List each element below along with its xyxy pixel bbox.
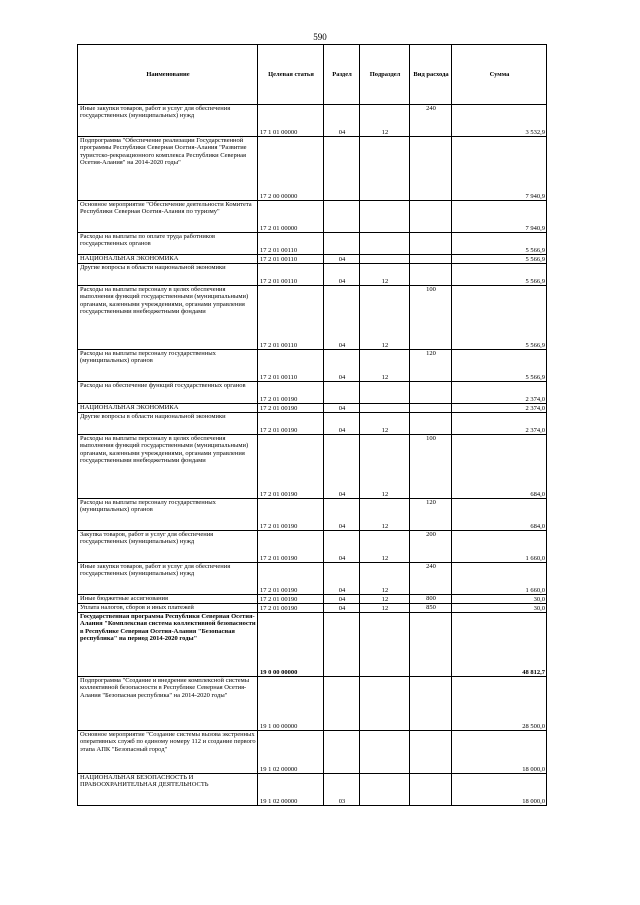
row-target: 17 2 01 00110	[258, 233, 324, 255]
row-type: 120	[410, 499, 452, 531]
header-row	[78, 45, 547, 105]
row-subsection	[360, 201, 410, 233]
row-type	[410, 404, 452, 413]
row-name: Основное мероприятие "Обеспечение деятельности Комитета Республики Северная Осетия-Алания по туризму"	[78, 201, 258, 233]
row-section: 04	[324, 255, 360, 264]
header-subsection: Подраздел	[360, 45, 410, 105]
row-type: 240	[410, 563, 452, 595]
row-subsection: 12	[360, 604, 410, 613]
row-type: 850	[410, 604, 452, 613]
row-section	[324, 731, 360, 774]
row-name: Расходы на выплаты персоналу государственных (муниципальных) органов	[78, 350, 258, 382]
row-subsection: 12	[360, 435, 410, 499]
table-row	[78, 413, 547, 435]
row-section	[324, 613, 360, 677]
table-row	[78, 613, 547, 677]
row-name: Основное мероприятие "Создание системы вызова экстренных оперативных служб по единому номеру 112 и создание первого этапа АПК "Безопасный город"	[78, 731, 258, 774]
row-section: 04	[324, 595, 360, 604]
row-subsection	[360, 677, 410, 731]
row-name: Иные закупки товаров, работ и услуг для обеспечения государственных (муниципальных) нужд	[78, 563, 258, 595]
row-sum: 5 566,9	[452, 286, 547, 350]
row-target: 17 2 01 00190	[258, 531, 324, 563]
row-subsection	[360, 613, 410, 677]
row-subsection	[360, 382, 410, 404]
row-type: 800	[410, 595, 452, 604]
row-type: 100	[410, 435, 452, 499]
row-type	[410, 731, 452, 774]
row-type	[410, 413, 452, 435]
row-type	[410, 201, 452, 233]
row-target: 17 2 00 00000	[258, 137, 324, 201]
row-subsection	[360, 404, 410, 413]
row-name: Государственная программа Республики Северная Осетия-Алания "Комплексная система коллективной безопасности в Республике Северная Осетия-Алания "Безопасная республика" на период 2014-2020 годы"	[78, 613, 258, 677]
row-subsection	[360, 255, 410, 264]
row-type: 200	[410, 531, 452, 563]
header-target: Целевая статья	[258, 45, 324, 105]
table-row	[78, 774, 547, 806]
table-row	[78, 677, 547, 731]
row-name: Расходы на выплаты персоналу в целях обеспечения выполнения функций государственными (муниципальными) органами, казенными учреждениями, органами управления государственными внебюджетными фондами	[78, 286, 258, 350]
table-row	[78, 404, 547, 413]
table-row	[78, 382, 547, 404]
row-sum: 1 660,0	[452, 531, 547, 563]
row-target: 17 2 01 00190	[258, 413, 324, 435]
row-type	[410, 264, 452, 286]
row-name: НАЦИОНАЛЬНАЯ ЭКОНОМИКА	[78, 404, 258, 413]
row-section	[324, 382, 360, 404]
row-target: 17 2 01 00110	[258, 286, 324, 350]
row-target: 19 1 02 00000	[258, 774, 324, 806]
page-number: 590	[313, 32, 327, 42]
row-subsection: 12	[360, 563, 410, 595]
row-type: 240	[410, 105, 452, 137]
row-name: Другие вопросы в области национальной экономики	[78, 264, 258, 286]
row-sum: 48 812,7	[452, 613, 547, 677]
row-type	[410, 233, 452, 255]
row-target: 17 1 01 00000	[258, 105, 324, 137]
row-sum: 2 374,0	[452, 413, 547, 435]
row-target: 19 1 00 00000	[258, 677, 324, 731]
row-name: Иные бюджетные ассигнования	[78, 595, 258, 604]
row-target: 17 2 01 00190	[258, 604, 324, 613]
row-target: 19 0 00 00000	[258, 613, 324, 677]
row-sum: 18 000,0	[452, 731, 547, 774]
row-name: НАЦИОНАЛЬНАЯ БЕЗОПАСНОСТЬ И ПРАВООХРАНИТЕЛЬНАЯ ДЕЯТЕЛЬНОСТЬ	[78, 774, 258, 806]
row-section: 04	[324, 105, 360, 137]
row-section: 04	[324, 413, 360, 435]
row-type	[410, 137, 452, 201]
row-type	[410, 382, 452, 404]
row-section: 04	[324, 435, 360, 499]
table-row	[78, 731, 547, 774]
row-name: Закупка товаров, работ и услуг для обеспечения государственных (муниципальных) нужд	[78, 531, 258, 563]
header-sum: Сумма	[452, 45, 547, 105]
table-row	[78, 233, 547, 255]
row-subsection: 12	[360, 595, 410, 604]
row-subsection: 12	[360, 499, 410, 531]
row-target: 17 2 01 00110	[258, 255, 324, 264]
row-subsection	[360, 731, 410, 774]
row-target: 17 2 01 00000	[258, 201, 324, 233]
row-sum: 3 532,9	[452, 105, 547, 137]
row-section: 04	[324, 531, 360, 563]
row-target: 19 1 02 00000	[258, 731, 324, 774]
table-row	[78, 563, 547, 595]
row-sum: 684,0	[452, 499, 547, 531]
row-target: 17 2 01 00190	[258, 404, 324, 413]
row-name: Подпрограмма "Создание и внедрение комплексной системы коллективной безопасности в Республике Северная Осетия-Алания "Безопасная республика" на 2014-2020 годы"	[78, 677, 258, 731]
row-name: Расходы на выплаты персоналу в целях обеспечения выполнения функций государственными (муниципальными) органами, казенными учреждениями, органами управления государственными внебюджетными фондами	[78, 435, 258, 499]
row-sum: 30,0	[452, 595, 547, 604]
row-target: 17 2 01 00190	[258, 435, 324, 499]
row-section: 04	[324, 499, 360, 531]
row-subsection: 12	[360, 413, 410, 435]
row-sum: 5 566,9	[452, 233, 547, 255]
row-target: 17 2 01 00190	[258, 563, 324, 595]
row-target: 17 2 01 00110	[258, 350, 324, 382]
row-sum: 18 000,0	[452, 774, 547, 806]
row-subsection	[360, 137, 410, 201]
row-section	[324, 137, 360, 201]
header-name: Наименование	[78, 45, 258, 105]
row-name: НАЦИОНАЛЬНАЯ ЭКОНОМИКА	[78, 255, 258, 264]
table-row	[78, 531, 547, 563]
row-section: 03	[324, 774, 360, 806]
row-sum: 5 566,9	[452, 350, 547, 382]
table-row	[78, 499, 547, 531]
row-subsection: 12	[360, 350, 410, 382]
row-sum: 5 566,9	[452, 255, 547, 264]
table-row	[78, 255, 547, 264]
row-subsection: 12	[360, 531, 410, 563]
row-name: Расходы на выплаты по оплате труда работников государственных органов	[78, 233, 258, 255]
row-subsection: 12	[360, 264, 410, 286]
row-section: 04	[324, 404, 360, 413]
row-sum: 28 500,0	[452, 677, 547, 731]
row-name: Другие вопросы в области национальной экономики	[78, 413, 258, 435]
row-sum: 684,0	[452, 435, 547, 499]
budget-table	[77, 44, 547, 806]
row-name: Расходы на выплаты персоналу государственных (муниципальных) органов	[78, 499, 258, 531]
row-sum: 2 374,0	[452, 404, 547, 413]
table-row	[78, 264, 547, 286]
row-sum: 7 940,9	[452, 137, 547, 201]
row-target: 17 2 01 00190	[258, 499, 324, 531]
row-section: 04	[324, 350, 360, 382]
row-section	[324, 233, 360, 255]
row-sum: 5 566,9	[452, 264, 547, 286]
row-type: 100	[410, 286, 452, 350]
row-section	[324, 677, 360, 731]
row-type	[410, 255, 452, 264]
row-sum: 1 660,0	[452, 563, 547, 595]
row-type	[410, 613, 452, 677]
row-target: 17 2 01 00190	[258, 382, 324, 404]
table-row	[78, 435, 547, 499]
table-row	[78, 286, 547, 350]
table-row	[78, 595, 547, 604]
table-row	[78, 350, 547, 382]
row-target: 17 2 01 00110	[258, 264, 324, 286]
row-section: 04	[324, 286, 360, 350]
row-sum: 2 374,0	[452, 382, 547, 404]
row-subsection	[360, 233, 410, 255]
table-row	[78, 604, 547, 613]
row-subsection: 12	[360, 105, 410, 137]
row-section: 04	[324, 264, 360, 286]
table-row	[78, 201, 547, 233]
row-section: 04	[324, 604, 360, 613]
row-type: 120	[410, 350, 452, 382]
row-subsection: 12	[360, 286, 410, 350]
row-target: 17 2 01 00190	[258, 595, 324, 604]
row-section	[324, 201, 360, 233]
row-name: Расходы на обеспечение функций государственных органов	[78, 382, 258, 404]
table-row	[78, 137, 547, 201]
row-type	[410, 774, 452, 806]
header-type: Вид расхода	[410, 45, 452, 105]
header-section: Раздел	[324, 45, 360, 105]
row-name: Иные закупки товаров, работ и услуг для обеспечения государственных (муниципальных) нужд	[78, 105, 258, 137]
table-row	[78, 105, 547, 137]
row-sum: 30,0	[452, 604, 547, 613]
row-name: Подпрограмма "Обеспечение реализации Государственной программы Республики Северная Осетия-Алания "Развитие туристско-рекреационного комплекса Республики Северная Осетия-Алания" на 2014-2020 годы"	[78, 137, 258, 201]
row-subsection	[360, 774, 410, 806]
row-sum: 7 940,9	[452, 201, 547, 233]
row-type	[410, 677, 452, 731]
row-name: Уплата налогов, сборов и иных платежей	[78, 604, 258, 613]
row-section: 04	[324, 563, 360, 595]
